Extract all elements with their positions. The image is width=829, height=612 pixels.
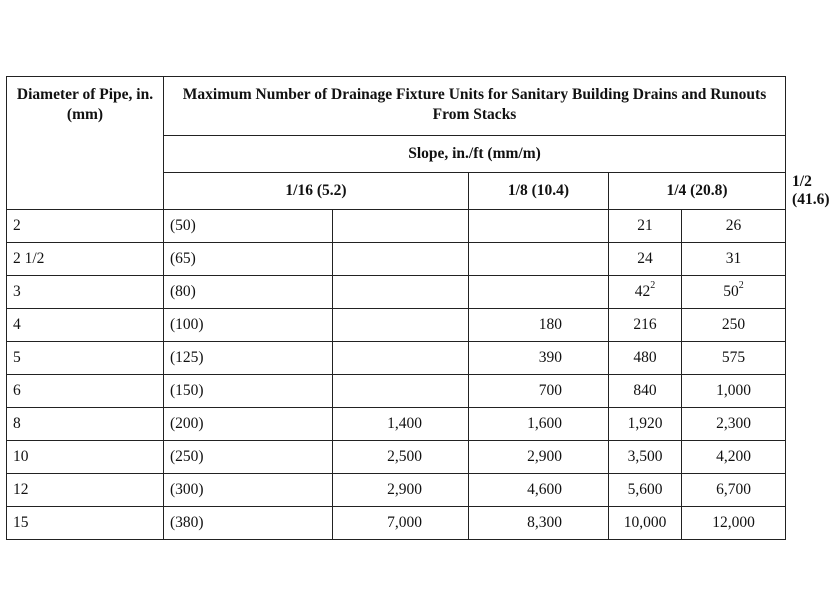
cell-slope-1-2 [682, 276, 786, 309]
cell-diameter-mm [164, 342, 333, 375]
cell-diameter [7, 276, 164, 309]
cell-diameter-mm [164, 375, 333, 408]
cell-slope-1-8 [469, 408, 609, 441]
cell-slope-1-8-value: 1,600 [527, 415, 562, 432]
header-main-title: Maximum Number of Drainage Fixture Units for Sanitary Building Drains and Runouts From Stacks [164, 77, 786, 136]
cell-slope-1-8-value: 4,600 [527, 481, 562, 498]
cell-slope-1-4 [609, 210, 682, 243]
cell-slope-1-16 [333, 507, 469, 540]
cell-slope-1-8 [469, 474, 609, 507]
cell-diameter-mm-value: (200) [170, 415, 204, 432]
table-row [7, 507, 786, 540]
cell-slope-1-4-value: 840 [633, 382, 657, 399]
cell-diameter [7, 408, 164, 441]
cell-slope-1-2-value: 6,700 [716, 481, 751, 498]
cell-diameter [7, 474, 164, 507]
cell-slope-1-2-value: 250 [721, 316, 746, 333]
cell-slope-1-4-value: 3,500 [627, 448, 663, 465]
cell-diameter-value: 15 [13, 514, 29, 531]
cell-slope-1-4 [609, 507, 682, 540]
cell-slope-1-2 [682, 375, 786, 408]
cell-slope-1-4-value: 10,000 [623, 514, 667, 531]
cell-slope-1-8-value: 700 [538, 382, 562, 399]
cell-slope-1-2-value: 12,000 [712, 514, 755, 531]
cell-diameter-mm [164, 210, 333, 243]
cell-diameter [7, 210, 164, 243]
cell-slope-1-2 [682, 441, 786, 474]
cell-slope-1-4 [609, 276, 682, 309]
cell-slope-1-16 [333, 441, 469, 474]
cell-slope-1-4-value: 24 [637, 250, 653, 267]
cell-slope-1-16 [333, 474, 469, 507]
cell-diameter-mm-value: (380) [170, 514, 204, 531]
cell-slope-1-8 [469, 507, 609, 540]
cell-slope-1-4-value: 42 [634, 283, 651, 300]
cell-slope-1-16-value: 7,000 [387, 514, 422, 531]
header-slope-1-4: 1/4 (20.8) [609, 173, 786, 210]
cell-diameter-value: 2 1/2 [13, 250, 45, 267]
cell-slope-1-8 [469, 210, 609, 243]
cell-diameter-value: 8 [13, 415, 21, 432]
cell-diameter [7, 309, 164, 342]
cell-diameter [7, 441, 164, 474]
cell-diameter-mm-value: (100) [170, 316, 204, 333]
cell-diameter-mm [164, 474, 333, 507]
cell-diameter [7, 342, 164, 375]
cell-slope-1-2-value: 26 [725, 217, 742, 234]
cell-diameter-mm-value: (250) [170, 448, 204, 465]
footnote-marker: 2 [650, 280, 656, 291]
cell-slope-1-8-value: 390 [538, 349, 562, 366]
cell-slope-1-4 [609, 408, 682, 441]
cell-diameter-mm [164, 408, 333, 441]
cell-slope-1-4-value: 216 [633, 316, 657, 333]
cell-diameter-value: 4 [13, 316, 21, 333]
cell-slope-1-4 [609, 441, 682, 474]
table-row [7, 309, 786, 342]
cell-diameter-mm-value: (50) [170, 217, 196, 234]
cell-slope-1-4 [609, 243, 682, 276]
cell-slope-1-16-value: 2,900 [387, 481, 422, 498]
cell-slope-1-4-value: 5,600 [627, 481, 663, 498]
cell-diameter-value: 5 [13, 349, 21, 366]
cell-diameter-mm [164, 276, 333, 309]
cell-diameter-mm [164, 243, 333, 276]
cell-slope-1-16-value: 1,400 [387, 415, 422, 432]
cell-diameter [7, 507, 164, 540]
cell-slope-1-16 [333, 375, 469, 408]
header-slope-1-8: 1/8 (10.4) [469, 173, 609, 210]
cell-slope-1-2 [682, 309, 786, 342]
cell-diameter-mm-value: (80) [170, 283, 196, 300]
cell-diameter [7, 375, 164, 408]
cell-slope-1-8 [469, 441, 609, 474]
cell-slope-1-8 [469, 342, 609, 375]
cell-slope-1-8-value: 8,300 [527, 514, 562, 531]
cell-diameter-mm-value: (125) [170, 349, 204, 366]
cell-slope-1-2 [682, 243, 786, 276]
cell-slope-1-4 [609, 342, 682, 375]
cell-slope-1-8 [469, 309, 609, 342]
table-row [7, 408, 786, 441]
cell-slope-1-2-value: 50 [723, 283, 739, 300]
cell-slope-1-8-value: 2,900 [527, 448, 562, 465]
cell-slope-1-16-value: 2,500 [387, 448, 422, 465]
table-row [7, 342, 786, 375]
cell-diameter-value: 2 [13, 217, 21, 234]
cell-diameter-value: 6 [13, 382, 21, 399]
cell-diameter-mm [164, 309, 333, 342]
cell-diameter-mm-value: (150) [170, 382, 204, 399]
cell-slope-1-8 [469, 375, 609, 408]
cell-diameter [7, 243, 164, 276]
header-diameter: Diameter of Pipe, in. (mm) [7, 77, 164, 210]
cell-diameter-value: 3 [13, 283, 21, 300]
table-row [7, 210, 786, 243]
cell-slope-1-4 [609, 375, 682, 408]
table-row [7, 375, 786, 408]
cell-diameter-value: 10 [13, 448, 29, 465]
cell-slope-1-2-value: 1,000 [716, 382, 751, 399]
cell-diameter-mm-value: (65) [170, 250, 196, 267]
cell-slope-1-4-value: 480 [633, 349, 657, 366]
cell-diameter-mm [164, 441, 333, 474]
cell-slope-1-2 [682, 342, 786, 375]
cell-slope-1-16 [333, 408, 469, 441]
cell-slope-1-16 [333, 210, 469, 243]
cell-slope-1-4 [609, 309, 682, 342]
cell-slope-1-8 [469, 243, 609, 276]
cell-slope-1-2-value: 4,200 [716, 448, 751, 465]
cell-diameter-mm [164, 507, 333, 540]
cell-slope-1-2-value: 575 [721, 349, 746, 366]
cell-slope-1-2 [682, 210, 786, 243]
drainage-fixture-units-table: Diameter of Pipe, in. (mm) Maximum Number of Drainage Fixture Units for Sanitary Building Drains and Runouts From Stacks Slope, in./ft (mm/m) 1/16 (5.2) 1/8 (10.4) 1/4 (20.8) 1/2 (41.6) 2 (50) 21 26 2 1/2 (65) 24 31 3 (80) $42^2$ $50^2$ 4 (100) 180 216 250 5 (125) 390 480 575 6 (150) 700 840 1,000 8 (200) 1,400 1,600 1,920 2,300 10 (250) 2,500 2,900 3,500 4,200 12 (300) 2,900 4,600 5,600 6,700 15 (380) 7,000 8,300 10,000 12,000 [6, 76, 786, 540]
cell-slope-1-2-value: 2,300 [716, 415, 751, 432]
cell-slope-1-16 [333, 243, 469, 276]
cell-slope-1-8 [469, 276, 609, 309]
cell-slope-1-16 [333, 276, 469, 309]
footnote-marker: 2 [738, 280, 744, 291]
cell-slope-1-2 [682, 507, 786, 540]
cell-slope-1-2 [682, 408, 786, 441]
cell-slope-1-16 [333, 342, 469, 375]
cell-diameter-mm-value: (300) [170, 481, 204, 498]
cell-slope-1-4-value: 21 [637, 217, 653, 234]
table-row [7, 276, 786, 309]
table-row [7, 243, 786, 276]
table-row [7, 474, 786, 507]
cell-diameter-value: 12 [13, 481, 29, 498]
cell-slope-1-2 [682, 474, 786, 507]
cell-slope-1-2-value: 31 [725, 250, 742, 267]
header-slope-1-16: 1/16 (5.2) [164, 173, 469, 210]
cell-slope-1-16 [333, 309, 469, 342]
table-row [7, 441, 786, 474]
header-slope: Slope, in./ft (mm/m) [164, 136, 786, 173]
cell-slope-1-4 [609, 474, 682, 507]
cell-slope-1-8-value: 180 [538, 316, 562, 333]
cell-slope-1-4-value: 1,920 [627, 415, 663, 432]
table-body [7, 210, 786, 540]
